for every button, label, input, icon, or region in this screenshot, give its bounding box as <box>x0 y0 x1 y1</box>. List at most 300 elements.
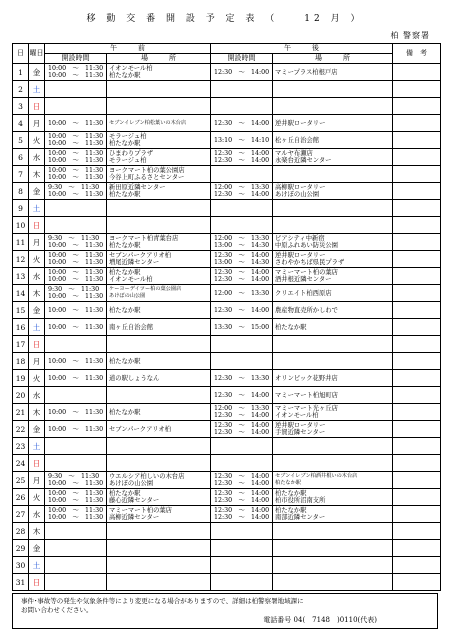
am-time-cell <box>45 336 107 353</box>
am-place-cell <box>107 285 211 302</box>
pm-place-cell <box>273 370 393 387</box>
am-place-cell <box>107 404 211 421</box>
am-place-cell <box>107 387 211 404</box>
schedule-row <box>13 387 441 404</box>
am-time: 10:00 ～ 11:30 <box>48 72 104 79</box>
schedule-row <box>13 64 441 81</box>
am-time-cell <box>45 455 107 472</box>
schedule-row <box>13 472 441 489</box>
am-place: セブンパークアリオ柏 <box>109 252 171 259</box>
am-time: 10:00 ～ 11:30 <box>48 497 104 504</box>
pm-place-cell <box>273 200 393 217</box>
remarks-cell <box>393 302 441 319</box>
day-cell: 16 <box>13 319 29 336</box>
pm-place: 酒井根近隣センター <box>275 276 332 283</box>
am-place: ひまわりプラザ <box>109 150 154 157</box>
pm-place: 逆井駅ロータリー <box>275 252 326 259</box>
day-cell: 14 <box>13 285 29 302</box>
schedule-row <box>13 455 441 472</box>
pm-time: 12:00 ～ 13:30 <box>214 235 270 242</box>
pm-place: あけぼの山公園 <box>275 191 320 198</box>
weekday-cell: 金 <box>29 540 45 557</box>
day-cell: 25 <box>13 472 29 489</box>
pm-time-cell <box>211 166 273 183</box>
weekday-cell: 土 <box>29 557 45 574</box>
pm-time-cell <box>211 268 273 285</box>
pm-time-cell <box>211 574 273 591</box>
pm-place-cell <box>273 251 393 268</box>
am-time-cell <box>45 557 107 574</box>
am-time-cell <box>45 523 107 540</box>
header-weekday: 曜日 <box>29 44 45 64</box>
remarks-cell <box>393 183 441 200</box>
weekday-cell: 日 <box>29 217 45 234</box>
pm-place: 柏たなか駅 <box>275 507 307 514</box>
am-time-cell <box>45 200 107 217</box>
am-place: ケーヨーデイツー柏の葉公園店 <box>109 286 182 292</box>
pm-place-cell <box>273 438 393 455</box>
pm-place: 柏たなか駅 <box>275 480 301 486</box>
am-place: 藤心近隣センター <box>109 497 160 504</box>
am-place-cell <box>107 166 211 183</box>
weekday-cell: 土 <box>29 319 45 336</box>
header-am: 午 前 <box>45 44 211 54</box>
pm-place: 中原ふれあい防災公園 <box>275 242 338 249</box>
day-cell: 29 <box>13 540 29 557</box>
pm-time: 12:30 ～ 14:00 <box>214 507 270 514</box>
header-am-time: 開設時間 <box>45 54 107 64</box>
am-time: 10:00 ～ 11:30 <box>48 65 104 72</box>
pm-place: 柏たなか駅 <box>275 490 307 497</box>
pm-time: 12:30 ～ 14:00 <box>214 497 270 504</box>
pm-place: 松ヶ丘自治会館 <box>275 136 320 144</box>
pm-time-cell <box>211 217 273 234</box>
day-cell: 20 <box>13 387 29 404</box>
remarks-cell <box>393 319 441 336</box>
schedule-row <box>13 574 441 591</box>
am-place-cell <box>107 557 211 574</box>
day-cell: 7 <box>13 166 29 183</box>
pm-time-cell <box>211 421 273 438</box>
pm-time: 12:00 ～ 13:30 <box>214 184 270 191</box>
am-place: マミーマート柏の葉店 <box>109 507 172 514</box>
pm-place-cell <box>273 149 393 166</box>
day-cell: 17 <box>13 336 29 353</box>
pm-time: 12:30 ～ 14:00 <box>214 422 270 429</box>
schedule-row <box>13 302 441 319</box>
pm-time: 13:00 ～ 14:30 <box>214 242 270 249</box>
day-cell: 15 <box>13 302 29 319</box>
am-place: モラージュ柏 <box>109 157 147 164</box>
pm-place-cell <box>273 234 393 251</box>
header-pm-place: 場 所 <box>273 54 393 64</box>
pm-time: 12:30 ～ 14:00 <box>214 391 270 399</box>
am-place: セブンパークアリオ柏 <box>109 425 171 433</box>
day-cell: 5 <box>13 132 29 149</box>
pm-time: 12:30 ～ 14:00 <box>214 490 270 497</box>
am-time: 10:00 ～ 11:30 <box>48 293 104 300</box>
pm-place-cell <box>273 506 393 523</box>
day-cell: 10 <box>13 217 29 234</box>
day-cell: 11 <box>13 234 29 251</box>
pm-place-cell <box>273 268 393 285</box>
pm-time: 12:30 ～ 14:00 <box>214 473 270 480</box>
pm-time-cell <box>211 455 273 472</box>
am-time-cell <box>45 115 107 132</box>
pm-time-cell <box>211 438 273 455</box>
day-cell: 28 <box>13 523 29 540</box>
am-time-cell <box>45 132 107 149</box>
am-time-cell <box>45 251 107 268</box>
day-cell: 2 <box>13 81 29 98</box>
am-time-cell <box>45 234 107 251</box>
remarks-cell <box>393 540 441 557</box>
am-time: 10:00 ～ 11:30 <box>48 425 104 433</box>
day-cell: 22 <box>13 421 29 438</box>
remarks-cell <box>393 438 441 455</box>
pm-place-cell <box>273 132 393 149</box>
am-time: 10:00 ～ 11:30 <box>48 133 104 140</box>
pm-time-cell <box>211 506 273 523</box>
am-place-cell <box>107 353 211 370</box>
header-remarks: 備 考 <box>393 44 441 64</box>
am-time-cell <box>45 149 107 166</box>
am-time: 10:00 ～ 11:30 <box>48 252 104 259</box>
am-time: 10:00 ～ 11:30 <box>48 490 104 497</box>
weekday-cell: 水 <box>29 387 45 404</box>
pm-place: マミープラス柏根戸店 <box>275 68 338 76</box>
am-time-cell <box>45 81 107 98</box>
am-place-cell <box>107 438 211 455</box>
weekday-cell: 木 <box>29 523 45 540</box>
weekday-cell: 火 <box>29 489 45 506</box>
am-place: 増尾近隣センター <box>109 259 160 266</box>
pm-place-cell <box>273 336 393 353</box>
am-place: 高柳近隣センター <box>109 514 160 521</box>
am-time-cell <box>45 98 107 115</box>
weekday-cell: 火 <box>29 251 45 268</box>
day-cell: 27 <box>13 506 29 523</box>
am-place: ヨークマート柏の葉公園店 <box>109 167 185 174</box>
pm-place: セブンイレブン柏酒井根いの木台店 <box>275 473 358 479</box>
weekday-cell: 月 <box>29 353 45 370</box>
day-cell: 1 <box>13 64 29 81</box>
am-place-cell <box>107 98 211 115</box>
am-place: あけぼの山公園 <box>109 293 146 299</box>
am-time: 10:00 ～ 11:30 <box>48 174 104 181</box>
pm-time-cell <box>211 64 273 81</box>
am-time: 10:00 ～ 11:30 <box>48 242 104 249</box>
am-place: 道の駅しょうなん <box>109 374 160 382</box>
pm-time: 12:30 ～ 14:00 <box>214 68 270 76</box>
schedule-row <box>13 319 441 336</box>
am-time: 9:30 ～ 11:30 <box>48 286 100 293</box>
am-time-cell <box>45 370 107 387</box>
pm-time-cell <box>211 370 273 387</box>
day-cell: 3 <box>13 98 29 115</box>
am-time: 10:00 ～ 11:30 <box>48 276 104 283</box>
pm-time: 12:30 ～ 14:00 <box>214 191 270 198</box>
remarks-cell <box>393 251 441 268</box>
remarks-cell <box>393 98 441 115</box>
schedule-row <box>13 132 441 149</box>
am-place: ヨークマート柏青葉台店 <box>109 235 179 242</box>
pm-time-cell <box>211 115 273 132</box>
am-time: 9:30 ～ 11:30 <box>48 235 100 242</box>
pm-time-cell <box>211 387 273 404</box>
day-cell: 18 <box>13 353 29 370</box>
header-am-place: 場 所 <box>107 54 211 64</box>
am-time-cell <box>45 506 107 523</box>
am-place: 柏たなか駅 <box>109 242 141 249</box>
pm-place-cell <box>273 166 393 183</box>
am-place-cell <box>107 336 211 353</box>
pm-place-cell <box>273 217 393 234</box>
am-place-cell <box>107 64 211 81</box>
am-place: ウエルシア柏しいの木台店 <box>109 473 185 480</box>
day-cell: 30 <box>13 557 29 574</box>
remarks-cell <box>393 132 441 149</box>
am-time: 10:00 ～ 11:30 <box>48 480 104 487</box>
pm-place-cell <box>273 353 393 370</box>
am-time-cell <box>45 319 107 336</box>
pm-place: クリエイト柏西原店 <box>275 289 332 297</box>
am-place: イオンモール柏 <box>109 65 153 72</box>
header-day: 日 <box>13 44 29 64</box>
pm-time-cell <box>211 472 273 489</box>
am-time-cell <box>45 302 107 319</box>
pm-place: 高柳駅ロータリー <box>275 184 326 191</box>
pm-place-cell <box>273 574 393 591</box>
schedule-row <box>13 251 441 268</box>
pm-time-cell <box>211 404 273 421</box>
am-place: イオンモール柏 <box>109 276 153 283</box>
am-place: 新田原近隣センター <box>109 184 166 191</box>
remarks-cell <box>393 421 441 438</box>
schedule-row <box>13 438 441 455</box>
am-time-cell <box>45 404 107 421</box>
am-time: 9:30 ～ 11:30 <box>48 184 100 191</box>
pm-place-cell <box>273 302 393 319</box>
pm-time: 13:00 ～ 14:30 <box>214 259 270 266</box>
weekday-cell: 日 <box>29 455 45 472</box>
header-pm-time: 開設時間 <box>211 54 273 64</box>
remarks-cell <box>393 115 441 132</box>
remarks-cell <box>393 81 441 98</box>
am-time: 10:00 ～ 11:30 <box>48 514 104 521</box>
pm-time: 12:30 ～ 14:00 <box>214 276 270 283</box>
pm-place-cell <box>273 285 393 302</box>
schedule-row <box>13 234 441 251</box>
am-place: 柏たなか駅 <box>109 408 141 416</box>
schedule-row <box>13 81 441 98</box>
pm-place: オリンピック花野井店 <box>275 374 338 382</box>
am-time: 10:00 ～ 11:30 <box>48 408 104 416</box>
remarks-cell <box>393 217 441 234</box>
am-place-cell <box>107 489 211 506</box>
schedule-row <box>13 421 441 438</box>
weekday-cell: 金 <box>29 421 45 438</box>
police-station-name: 柏 警察署 <box>390 31 430 40</box>
remarks-cell <box>393 370 441 387</box>
am-place: 柏たなか駅 <box>109 140 141 147</box>
pm-time: 12:30 ～ 14:00 <box>214 269 270 276</box>
pm-time-cell <box>211 81 273 98</box>
am-place-cell <box>107 455 211 472</box>
schedule-row <box>13 200 441 217</box>
remarks-cell <box>393 489 441 506</box>
day-cell: 31 <box>13 574 29 591</box>
am-place: 柏たなか駅 <box>109 306 141 314</box>
weekday-cell: 木 <box>29 285 45 302</box>
schedule-row <box>13 115 441 132</box>
am-time-cell <box>45 489 107 506</box>
remarks-cell <box>393 506 441 523</box>
am-time: 10:00 ～ 11:30 <box>48 157 104 164</box>
am-place: モラージュ柏 <box>109 133 147 140</box>
remarks-cell <box>393 353 441 370</box>
am-place-cell <box>107 183 211 200</box>
day-cell: 6 <box>13 149 29 166</box>
schedule-row <box>13 183 441 200</box>
am-time: 10:00 ～ 11:30 <box>48 374 104 382</box>
pm-place: イオンモール柏 <box>275 412 319 419</box>
remarks-cell <box>393 64 441 81</box>
am-place-cell <box>107 200 211 217</box>
pm-time-cell <box>211 149 273 166</box>
schedule-row <box>13 98 441 115</box>
notice-line-1: 事件･事故等の発生や気象条件等により変更になる場合がありますので、詳細は柏警察署地域課に <box>21 597 304 605</box>
weekday-cell: 土 <box>29 81 45 98</box>
pm-time: 12:30 ～ 14:00 <box>214 157 270 164</box>
day-cell: 4 <box>13 115 29 132</box>
am-place-cell <box>107 81 211 98</box>
weekday-cell: 月 <box>29 472 45 489</box>
am-time: 10:00 ～ 11:30 <box>48 306 104 314</box>
weekday-cell: 日 <box>29 98 45 115</box>
notice-line-2: お問い合わせください。 <box>21 606 93 614</box>
pm-place-cell <box>273 183 393 200</box>
weekday-cell: 月 <box>29 115 45 132</box>
am-place: 柏たなか駅 <box>109 191 141 198</box>
am-time: 10:00 ～ 11:30 <box>48 357 104 365</box>
pm-place-cell <box>273 489 393 506</box>
day-cell: 12 <box>13 251 29 268</box>
am-place-cell <box>107 370 211 387</box>
schedule-row <box>13 285 441 302</box>
schedule-row <box>13 489 441 506</box>
pm-place-cell <box>273 421 393 438</box>
pm-place-cell <box>273 404 393 421</box>
pm-place-cell <box>273 472 393 489</box>
am-time-cell <box>45 285 107 302</box>
am-time-cell <box>45 217 107 234</box>
pm-time: 12:30 ～ 14:00 <box>214 119 270 127</box>
am-time: 10:00 ～ 11:30 <box>48 150 104 157</box>
pm-place: マミーマート柏の葉店 <box>275 269 338 276</box>
am-time: 10:00 ～ 11:30 <box>48 507 104 514</box>
day-cell: 24 <box>13 455 29 472</box>
am-place: 南ヶ丘自治会館 <box>109 323 154 331</box>
remarks-cell <box>393 557 441 574</box>
am-time-cell <box>45 472 107 489</box>
am-place-cell <box>107 472 211 489</box>
pm-time-cell <box>211 285 273 302</box>
schedule-row <box>13 404 441 421</box>
pm-time: 12:30 ～ 14:00 <box>214 514 270 521</box>
pm-time-cell <box>211 302 273 319</box>
schedule-row <box>13 353 441 370</box>
am-place-cell <box>107 540 211 557</box>
weekday-cell: 日 <box>29 574 45 591</box>
pm-place: 逆井駅ロータリー <box>275 422 326 429</box>
weekday-cell: 火 <box>29 132 45 149</box>
am-time-cell <box>45 268 107 285</box>
pm-time: 13:30 ～ 15:00 <box>214 323 270 331</box>
remarks-cell <box>393 387 441 404</box>
schedule-row <box>13 540 441 557</box>
weekday-cell: 土 <box>29 200 45 217</box>
remarks-cell <box>393 234 441 251</box>
am-place-cell <box>107 217 211 234</box>
am-place: 今谷上町ふるさとセンター <box>109 174 185 181</box>
pm-place-cell <box>273 64 393 81</box>
am-place: 柏たなか駅 <box>109 490 141 497</box>
am-place-cell <box>107 421 211 438</box>
pm-place: ピアシティ中新宿 <box>275 235 325 242</box>
pm-place-cell <box>273 98 393 115</box>
am-time: 10:00 ～ 11:30 <box>48 259 104 266</box>
pm-place-cell <box>273 557 393 574</box>
schedule-row <box>13 166 441 183</box>
pm-time-cell <box>211 183 273 200</box>
am-time-cell <box>45 64 107 81</box>
schedule-table <box>12 43 441 591</box>
pm-place-cell <box>273 387 393 404</box>
weekday-cell: 火 <box>29 370 45 387</box>
am-place-cell <box>107 574 211 591</box>
pm-place-cell <box>273 455 393 472</box>
pm-time: 13:10 ～ 14:10 <box>214 136 270 144</box>
pm-time-cell <box>211 336 273 353</box>
weekday-cell: 金 <box>29 64 45 81</box>
day-cell: 8 <box>13 183 29 200</box>
pm-time: 12:30 ～ 14:00 <box>214 150 270 157</box>
day-cell: 19 <box>13 370 29 387</box>
schedule-row <box>13 268 441 285</box>
pm-time-cell <box>211 523 273 540</box>
pm-place: マルヤ布瀬店 <box>275 150 313 157</box>
am-time: 10:00 ～ 11:30 <box>48 140 104 147</box>
header-pm: 午 後 <box>211 44 393 54</box>
am-place-cell <box>107 149 211 166</box>
pm-place: 逆井駅ロータリー <box>275 119 326 127</box>
weekday-cell: 日 <box>29 336 45 353</box>
am-place-cell <box>107 302 211 319</box>
pm-place-cell <box>273 540 393 557</box>
pm-place: 柏たなか駅 <box>275 323 307 331</box>
pm-place: 農産物直売所かしわで <box>275 306 338 314</box>
pm-place: マミーマート柏旭町店 <box>275 391 338 399</box>
am-place-cell <box>107 506 211 523</box>
remarks-cell <box>393 336 441 353</box>
pm-time-cell <box>211 234 273 251</box>
pm-place-cell <box>273 319 393 336</box>
weekday-cell: 金 <box>29 183 45 200</box>
am-time-cell <box>45 574 107 591</box>
am-time-cell <box>45 438 107 455</box>
pm-time-cell <box>211 557 273 574</box>
